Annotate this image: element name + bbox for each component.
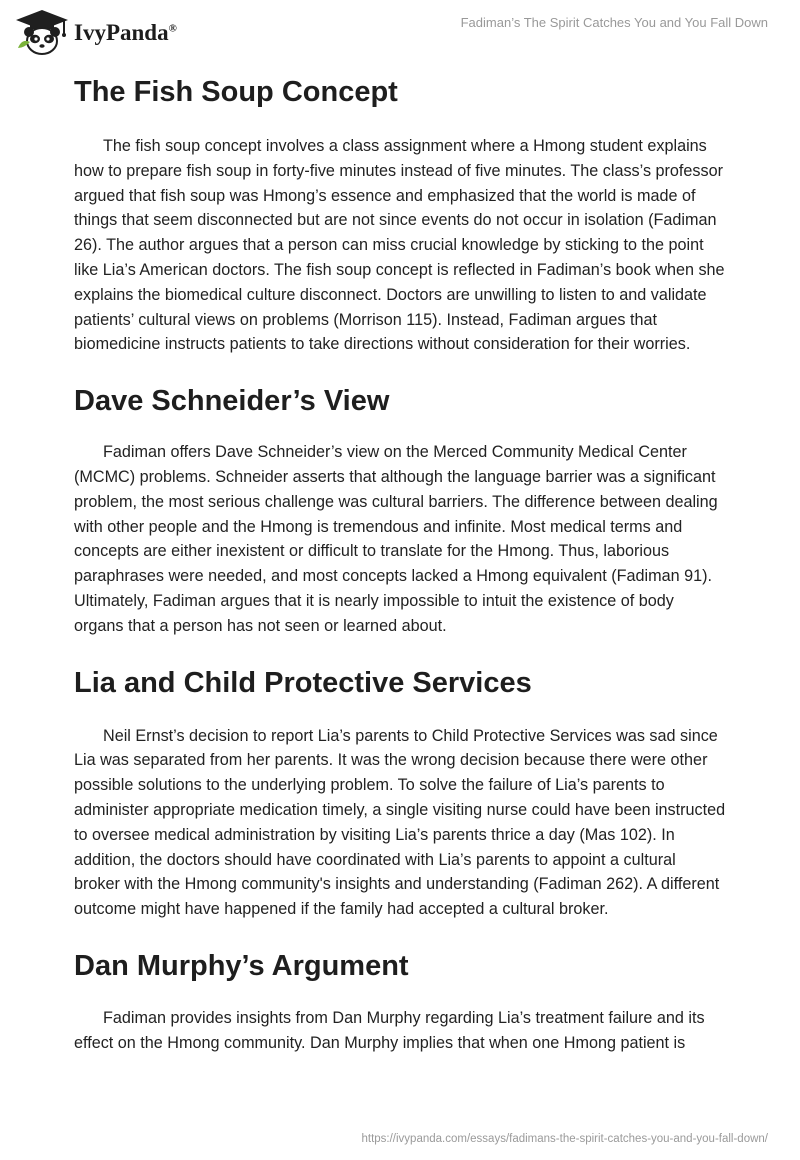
running-title: Fadiman’s The Spirit Catches You and You Fall Down (460, 15, 768, 30)
section-paragraph: Fadiman offers Dave Schneider’s view on the Merced Community Medical Center (MCMC) problems. Schneider asserts that although the language barrier was a significant problem, the most serious challenge was cultural barriers. The difference between dealing with other people and the Hmong is tremendous and infinite. Most medical terms and concepts are either inexistent or difficult to translate for the Hmong. Thus, laborious paraphrases were needed, and most concepts lacked a Hmong equivalent (Fadiman 91). Ultimately, Fadiman argues that it is nearly impossible to intuit the existence of body organs that a person has not seen or learned about. (74, 443, 718, 635)
section-paragraph: Fadiman provides insights from Dan Murphy regarding Lia’s treatment failure and its effect on the Hmong community. Dan Murphy implies that when one Hmong patient is (74, 1008, 705, 1052)
registered-mark: ® (168, 22, 177, 35)
site-logo[interactable] (14, 8, 177, 56)
section-heading: Lia and Child Protective Services (74, 666, 532, 699)
logo-wordmark: IvyPanda® (74, 20, 177, 45)
section-heading: Dan Murphy’s Argument (74, 949, 409, 982)
section-paragraph: Neil Ernst’s decision to report Lia’s parents to Child Protective Services was sad since Lia was separated from her parents. It was the wrong decision because there were other possible solutions to the underlying problem. To solve the failure of Lia’s parents to administer appropriate medication timely, a single visiting nurse could have been instructed to oversee medical administration by visiting Lia’s parents thrice a day (Mas 102). In addition, the doctors should have coordinated with Lia’s parents to appoint a cultural broker with the Hmong community's insights and understanding (Fadiman 262). A different outcome might have happened if the family had accepted a cultural broker. (74, 726, 726, 919)
section-dan-murphy-argument (74, 946, 726, 1056)
section-dave-schneider-view (74, 381, 726, 638)
section-fish-soup-concept (74, 72, 726, 357)
section-lia-child-protective-services (74, 663, 726, 922)
section-heading: Dave Schneider’s View (74, 385, 390, 418)
panda-graduate-icon (14, 8, 70, 56)
section-paragraph: The fish soup concept involves a class assignment where a Hmong student explains how to prepare fish soup in forty-five minutes instead of five minutes. The class’s professor argued that fish soup was Hmong’s essence and emphasized that the world is made of things that seem disconnected but are not since events do not occur in isolation (Fadiman 26). The author argues that a person can miss crucial knowledge by sticking to the point like Lia’s American doctors. The fish soup concept is reflected in Fadiman’s book when she explains the biomedical culture disconnect. Doctors are unwilling to listen to and validate patients’ cultural views on problems (Morrison 115). Instead, Fadiman argues that biomedicine instructs patients to take directions without consideration for their worries. (74, 137, 725, 354)
essay-content (74, 72, 726, 1056)
page-header (0, 0, 800, 60)
section-heading: The Fish Soup Concept (74, 76, 398, 108)
source-url-link[interactable]: https://ivypanda.com/essays/fadimans-the-spirit-catches-you-and-you-fall-down/ (361, 1133, 768, 1145)
